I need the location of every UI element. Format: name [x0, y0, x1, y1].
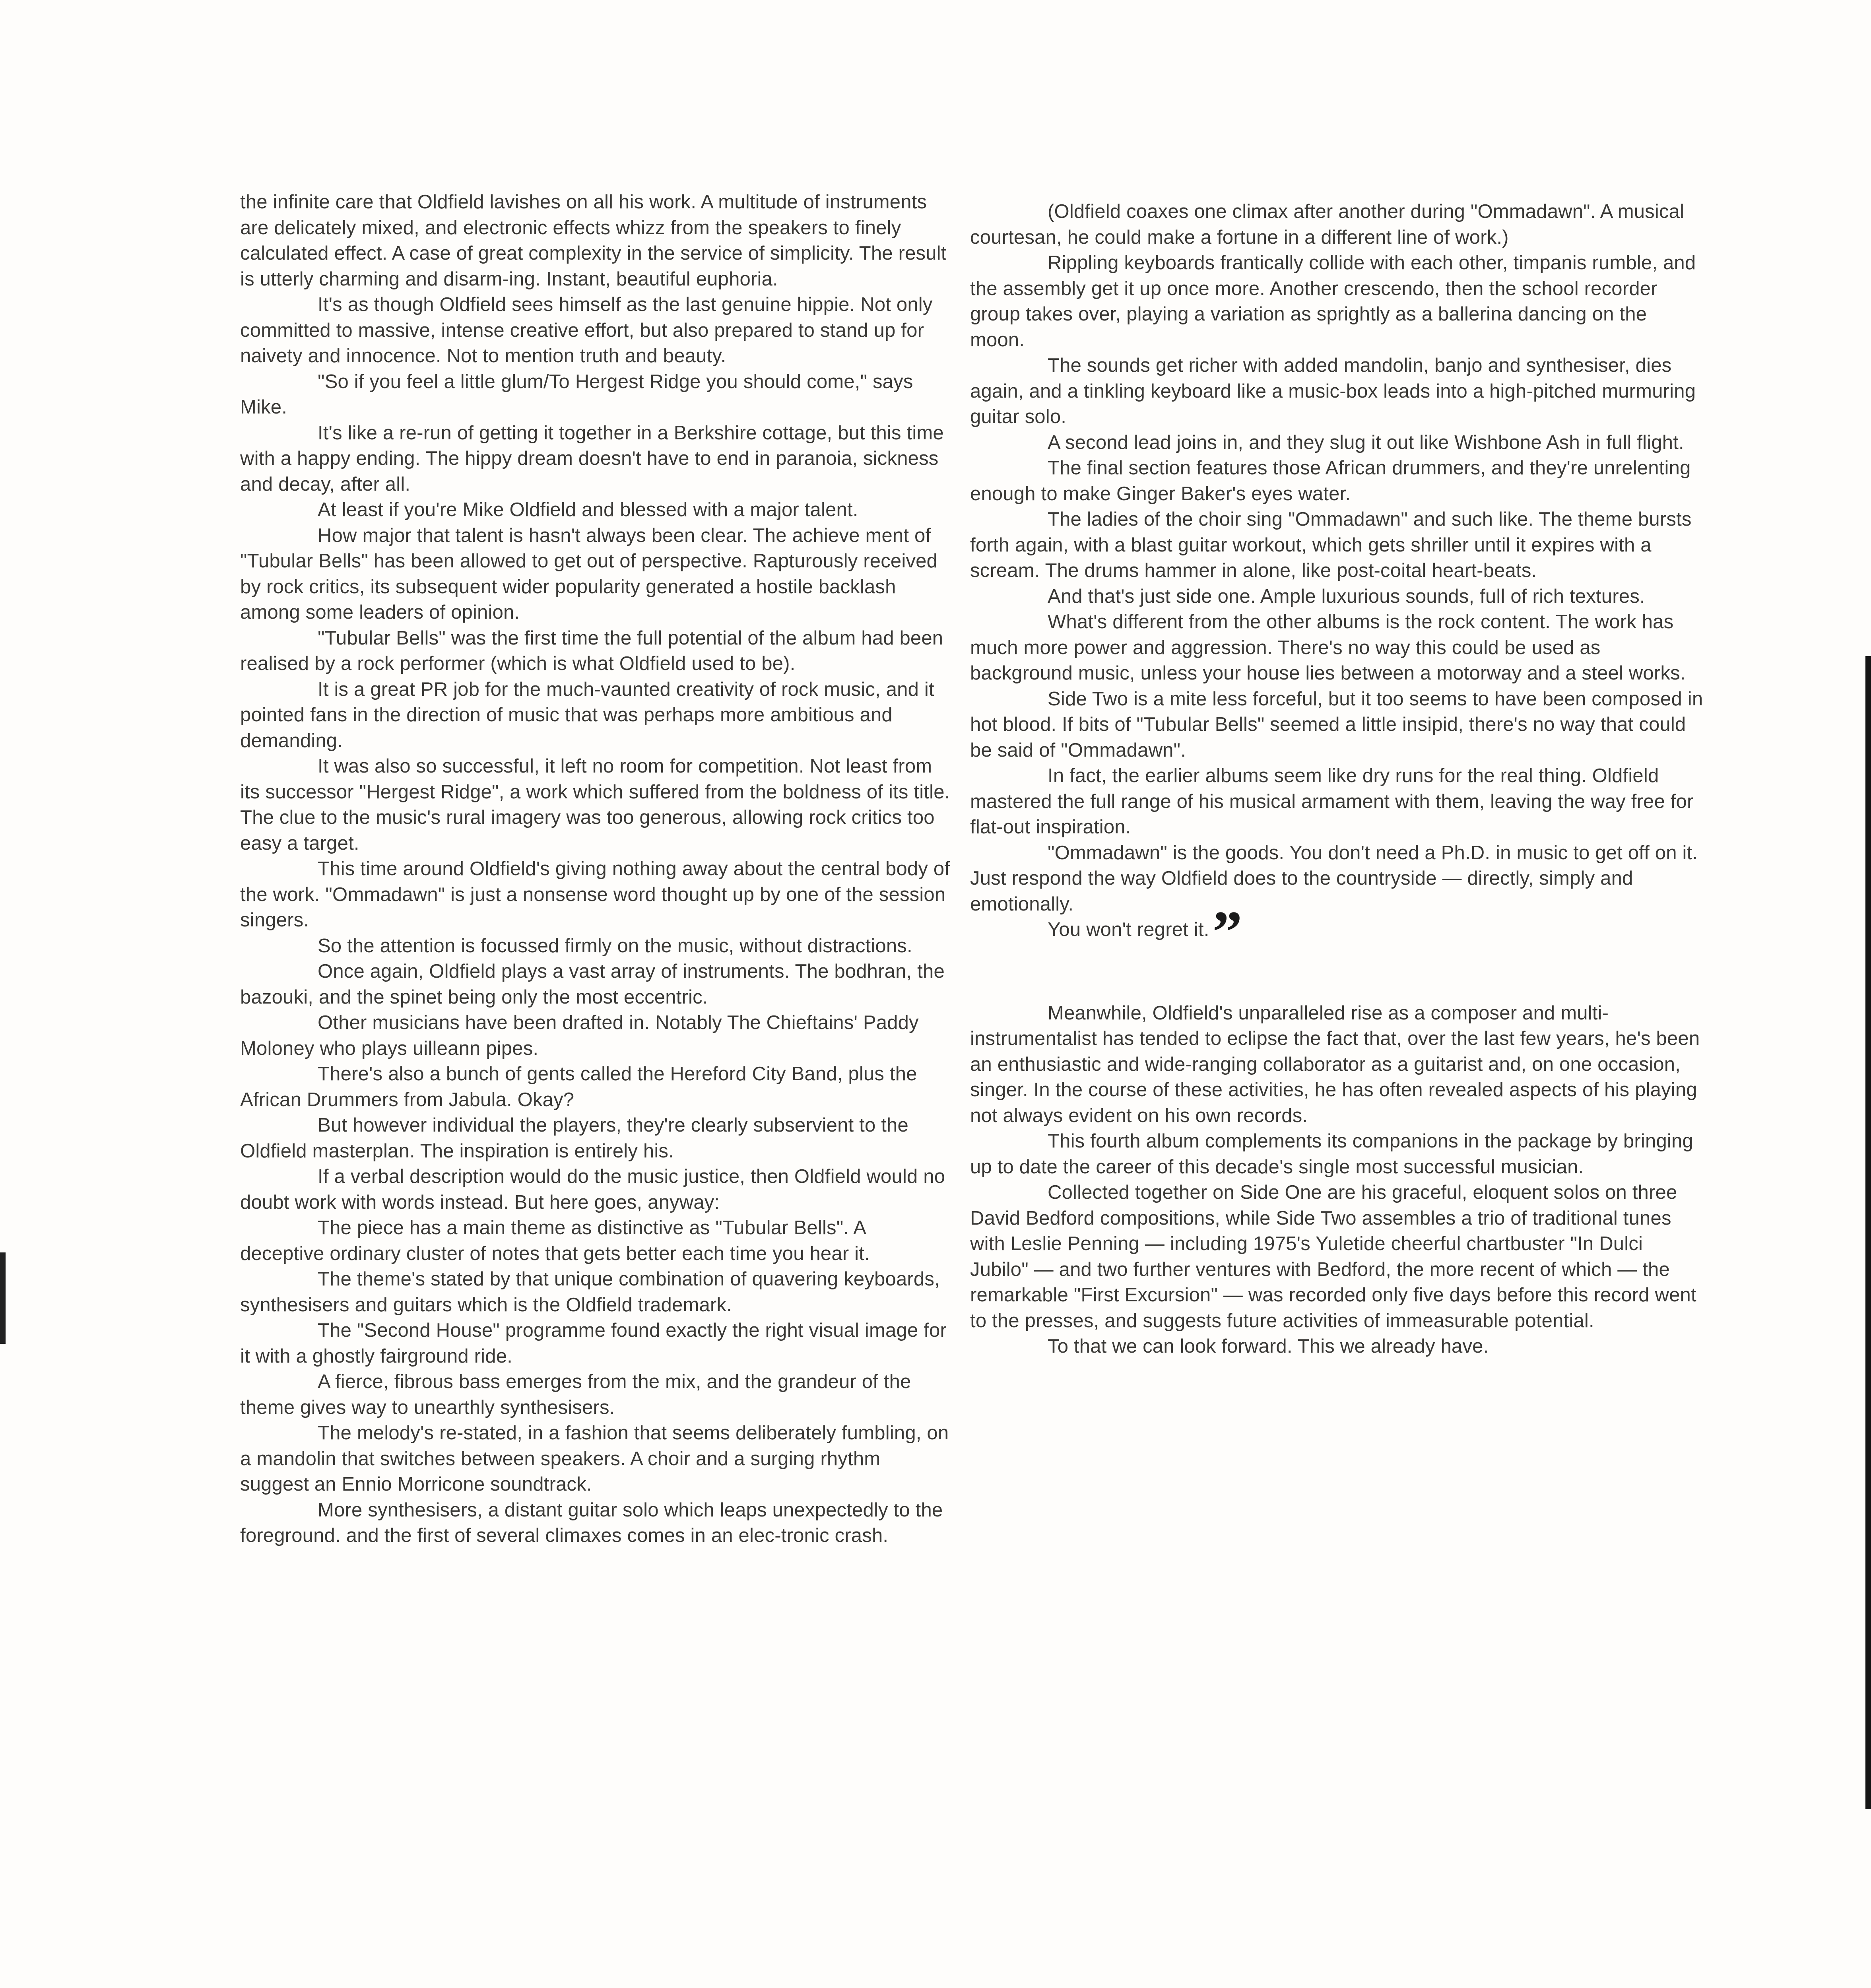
paragraph: It's as though Oldfield sees himself as the last genuine hippie. Not only committed to massive, intense creative effort, but also prepared to stand up for naivety and innocence. Not to mention truth and beauty. [240, 294, 933, 367]
paragraph: The melody's re-stated, in a fashion that seems deliberately fumbling, on a mandolin that switches between speakers. A choir and a surging rhythm suggest an Ennio Morricone soundtrack. [240, 1422, 949, 1495]
afterword-paragraph: Meanwhile, Oldfield's unparalleled rise as a composer and multi-instrumentalist has tended to eclipse the fact that, over the last few years, he's been an enthusiastic and wide-ranging collaborator as a guitarist and, on one occasion, singer. In the course of these activities, he has often revealed aspects of his playing not always evident on his own records. [970, 1002, 1700, 1126]
paragraph: the infinite care that Oldfield lavishes on all his work. A multitude of instruments are delicately mixed, and electronic effects whizz from the speakers to finely calculated effect. A case of great complexity in the service of simplicity. The result is utterly charming and disarm-ing. Instant, beautiful euphoria. [240, 191, 947, 290]
paragraph: A second lead joins in, and they slug it out like Wishbone Ash in full flight. [1048, 431, 1684, 453]
left-text-column [240, 189, 952, 1549]
paragraph: Side Two is a mite less forceful, but it too seems to have been composed in hot blood. If bits of "Tubular Bells" seemed a little insipid, there's no way that could be said of "Ommadawn". [970, 688, 1703, 761]
paragraph: This time around Oldfield's giving nothing away about the central body of the work. "Ommadawn" is just a nonsense word thought up by one of the session singers. [240, 858, 950, 931]
paragraph: The theme's stated by that unique combination of quavering keyboards, synthesisers and guitars which is the Oldfield trademark. [240, 1268, 940, 1316]
afterword-paragraph: Collected together on Side One are his graceful, eloquent solos on three David Bedford compositions, while Side Two assembles a trio of traditional tunes with Leslie Penning — including 1975's Yuletide cheerful chartbuster "In Dulci Jubilo" — and two further ventures with Bedford, the more recent of which — the remarkable "First Excursion" — was recorded only five days before this record went to the presses, and suggests future activities of immeasurable potential. [970, 1182, 1696, 1332]
closing-quote-mark-icon: ” [1212, 899, 1242, 965]
paragraph: Rippling keyboards frantically collide with each other, timpanis rumble, and the assembly get it up once more. Another crescendo, then the school recorder group takes over, playing a variation as sprightly as a ballerina dancing on the moon. [970, 252, 1696, 351]
closing-line-text: You won't regret it. [1048, 919, 1209, 940]
paragraph: The sounds get richer with added mandolin, banjo and synthesiser, dies again, and a tinkling keyboard like a music-box leads into a high-pitched murmuring guitar solo. [970, 355, 1696, 427]
paragraph: It is a great PR job for the much-vaunted creativity of rock music, and it pointed fans in the direction of music that was perhaps more ambitious and demanding. [240, 678, 934, 751]
paragraph: It's like a re-run of getting it together in a Berkshire cottage, but this time with a happy ending. The hippy dream doesn't have to end in paranoia, sickness and decay, after all. [240, 422, 944, 495]
paragraph: Other musicians have been drafted in. Notably The Chieftains' Paddy Moloney who plays uilleann pipes. [240, 1012, 919, 1059]
paragraph: How major that talent is hasn't always been clear. The achieve ment of "Tubular Bells" has been allowed to get out of perspective. Rapturously received by rock critics, its subsequent wider popularity generated a hostile backlash among some leaders of opinion. [240, 524, 938, 623]
afterword-paragraph: This fourth album complements its companions in the package by bringing up to date the career of this decade's single most successful musician. [970, 1130, 1693, 1178]
paragraph: The final section features those African drummers, and they're unrelenting enough to make Ginger Baker's eyes water. [970, 457, 1691, 505]
page-edge-left [0, 1252, 6, 1344]
page-edge-right [1865, 656, 1871, 1809]
paragraph: And that's just side one. Ample luxurious sounds, full of rich textures. [1048, 585, 1645, 607]
paragraph: "So if you feel a little glum/To Hergest Ridge you should come," says Mike. [240, 371, 913, 418]
section-gap [970, 943, 1706, 1000]
paragraph: At least if you're Mike Oldfield and blessed with a major talent. [318, 499, 858, 520]
paragraph: What's different from the other albums is the rock content. The work has much more power and aggression. There's no way this could be used as background music, unless your house lies between a motorway and a steel works. [970, 611, 1686, 684]
paragraph: (Oldfield coaxes one climax after another during "Ommadawn". A musical courtesan, he could make a fortune in a different line of work.) [970, 201, 1685, 248]
paragraph: "Ommadawn" is the goods. You don't need a Ph.D. in music to get off on it. Just respond the way Oldfield does to the countryside — directly, simply and emotionally. [970, 842, 1698, 915]
paragraph: More synthesisers, a distant guitar solo which leaps unexpectedly to the foreground. and the first of several climaxes comes in an elec-tronic crash. [240, 1499, 943, 1546]
paragraph: Once again, Oldfield plays a vast array of instruments. The bodhran, the bazouki, and the spinet being only the most eccentric. [240, 961, 945, 1008]
paragraph: There's also a bunch of gents called the Hereford City Band, plus the African Drummers from Jabula. Okay? [240, 1063, 917, 1110]
afterword-paragraph: To that we can look forward. This we already have. [1048, 1336, 1489, 1357]
closing-line [970, 899, 1706, 965]
paragraph: "Tubular Bells" was the first time the full potential of the album had been realised by a rock performer (which is what Oldfield used to be). [240, 627, 943, 674]
paragraph: The piece has a main theme as distinctive as "Tubular Bells". A deceptive ordinary cluster of notes that gets better each time you hear it. [240, 1217, 870, 1264]
paragraph: But however individual the players, they're clearly subservient to the Oldfield masterplan. The inspiration is entirely his. [240, 1114, 908, 1162]
paragraph: It was also so successful, it left no room for competition. Not least from its successor "Hergest Ridge", a work which suffered from the boldness of its title. The clue to the music's rural imagery was too generous, allowing rock critics too easy a target. [240, 755, 950, 854]
paragraph: If a verbal description would do the music justice, then Oldfield would no doubt work with words instead. But here goes, anyway: [240, 1166, 945, 1213]
paragraph: A fierce, fibrous bass emerges from the mix, and the grandeur of the theme gives way to unearthly synthesisers. [240, 1371, 911, 1418]
paragraph: The "Second House" programme found exactly the right visual image for it with a ghostly fairground ride. [240, 1320, 947, 1367]
paragraph: In fact, the earlier albums seem like dry runs for the real thing. Oldfield mastered the full range of his musical armament with them, leaving the way free for flat-out inspiration. [970, 765, 1694, 838]
paragraph: The ladies of the choir sing "Ommadawn" and such like. The theme bursts forth again, with a blast guitar workout, which gets shriller until it expires with a scream. The drums hammer in alone, like post-coital heart-beats. [970, 509, 1692, 581]
right-text-column [970, 199, 1706, 1359]
paragraph: So the attention is focussed firmly on the music, without distractions. [318, 935, 912, 957]
